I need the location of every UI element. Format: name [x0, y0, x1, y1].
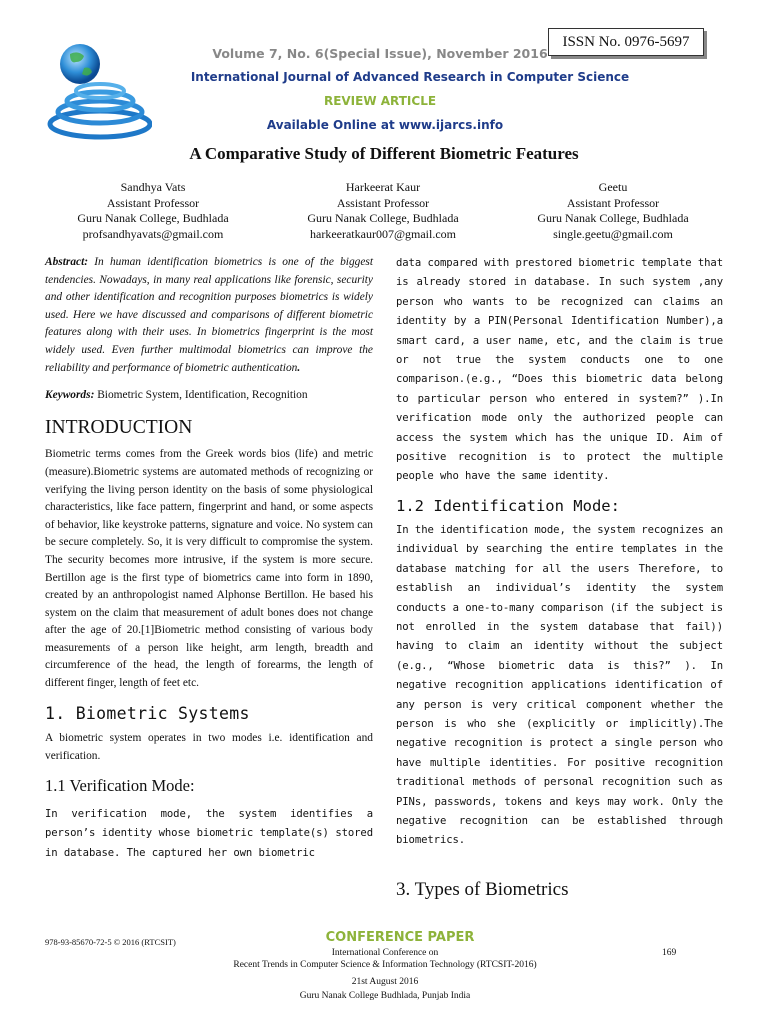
author-email[interactable]: harkeeratkaur007@gmail.com: [310, 226, 456, 241]
author-block: [273, 180, 493, 242]
right-column: [396, 254, 723, 901]
keywords-text: Biometric System, Identification, Recognition: [94, 389, 308, 402]
abstract-label: Abstract:: [45, 256, 89, 268]
footer-date: 21st August 2016: [351, 977, 419, 987]
section-1-2-paragraph: In the identification mode, the system recognizes an individual by searching the entire templates in the database matching for all the users Therefore, to establish an individual’s identity the system conducts a one-to-many comparison (if the subject is not enrolled in the system database that fail)) having to claim an identity without the subject (e.g., “Whose biometric data is this?” ). In negative recognition applications identification of any person is very critical component whether the person is who she (explicitly or implicitly).The negative recognition is protect a single person who have multiple identities. For positive recognition traditional methods of personal recognition such as PINs, passwords, tokens and keys may work. Only the negative recognition can be established through biometrics.: [396, 523, 723, 847]
author-block: [503, 180, 723, 242]
verification-continued-paragraph: data compared with prestored biometric template that is already stored in database. In such system ,any person who wants to be recognized can claims an identity by a PIN(Personal Identification Number),a smart card, a user name, etc, and the claim is true or not true the system conducts one to one comparison.(e.g., “Does this biometric data belong to particular person who entered in system?” ).In verification mode only the authorized people can access the system which has the unique ID. Aim of positive recognition is to protect the multiple people who have the same identity.: [396, 257, 723, 483]
section-1-heading: 1. Biometric Systems: [45, 703, 250, 723]
journal-name: International Journal of Advanced Research in Computer Science: [190, 70, 630, 84]
footer-conference-title: Recent Trends in Computer Science & Information Technology (RTCSIT-2016): [233, 960, 537, 970]
volume-line: Volume 7, No. 6(Special Issue), November 2016: [212, 46, 548, 61]
section-1-paragraph: A biometric system operates in two modes i.e. identification and verification.: [45, 732, 373, 762]
author-role: Assistant Professor: [566, 195, 660, 210]
paper-title: A Comparative Study of Different Biometric Features: [189, 144, 579, 163]
journal-logo: [40, 40, 152, 140]
article-type: REVIEW ARTICLE: [323, 94, 437, 108]
author-email[interactable]: single.geetu@gmail.com: [553, 226, 673, 241]
abstract: [45, 254, 373, 377]
issn-box: ISSN No. 0976-5697: [548, 28, 704, 56]
author-role: Assistant Professor: [106, 195, 200, 210]
section-3-heading: 3. Types of Biometrics: [396, 878, 569, 900]
footer-isbn: 978-93-85670-72-5 © 2016 (RTCSIT): [45, 937, 176, 947]
globe-rings-logo-icon: [40, 40, 152, 140]
author-role: Assistant Professor: [336, 195, 430, 210]
author-affiliation: Guru Nanak College, Budhlada: [537, 211, 689, 225]
author-name: Sandhya Vats: [120, 180, 186, 194]
author-block: [43, 180, 263, 242]
author-affiliation: Guru Nanak College, Budhlada: [307, 211, 459, 225]
footer-venue: Guru Nanak College Budhlada, Punjab India: [299, 991, 471, 1001]
footer-conference-paper: CONFERENCE PAPER: [325, 930, 475, 945]
intro-heading: INTRODUCTION: [45, 416, 193, 438]
section-1-1-paragraph: In verification mode, the system identifies a person’s identity whose biometric template(s) stored in database. The captured her own biometric: [45, 808, 373, 859]
left-column: [45, 254, 373, 863]
section-1-2-heading: 1.2 Identification Mode:: [396, 496, 620, 515]
keywords-label: Keywords:: [45, 389, 95, 402]
abstract-end: .: [297, 361, 301, 374]
author-affiliation: Guru Nanak College, Budhlada: [77, 211, 229, 225]
intro-paragraph: Biometric terms comes from the Greek words bios (life) and metric (measure).Biometric systems are automated methods of recognizing or verifying the living person identity on the basis of some physiological characteristics, like face pattern, fingerprint and hand, or some aspects of behavior, like keystroke patterns, signature and voice. No system can be secure completely. So, it is very difficult to compromise the system. The security becomes more intrusive, if the system is more secure. Bertillon age is the first type of biometrics came into form in 1890, created by an anthropologist named Alphonse Bertillon. He based his system on the claim that measurement of adult bones does not change after the age of 20.[1]Biometric method consisting of various body measurements of a person like height, arm length, breadth and circumference of the head, the length of forearms, the length of different finger, length of feet etc.: [45, 448, 373, 690]
online-url[interactable]: Available Online at www.ijarcs.info: [266, 118, 504, 132]
author-email[interactable]: profsandhyavats@gmail.com: [82, 226, 224, 241]
author-name: Geetu: [598, 180, 628, 194]
author-name: Harkeerat Kaur: [345, 180, 421, 194]
section-1-1-heading: 1.1 Verification Mode:: [45, 776, 195, 796]
page-number: 169: [662, 948, 677, 958]
keywords: [45, 387, 373, 405]
footer-conference-line: International Conference on: [331, 948, 439, 958]
abstract-text: In human identification biometrics is one of the biggest tendencies. Nowadays, in many real applications like forensic, security and other identification and recognition purposes biometrics is widely used. Here we have discussed and comparisons of different biometric features along with their uses. In biometrics fingerprint is the most widely used. Even further multimodal biometrics can improve the reliability and performance of biometric authentication: [45, 256, 373, 374]
